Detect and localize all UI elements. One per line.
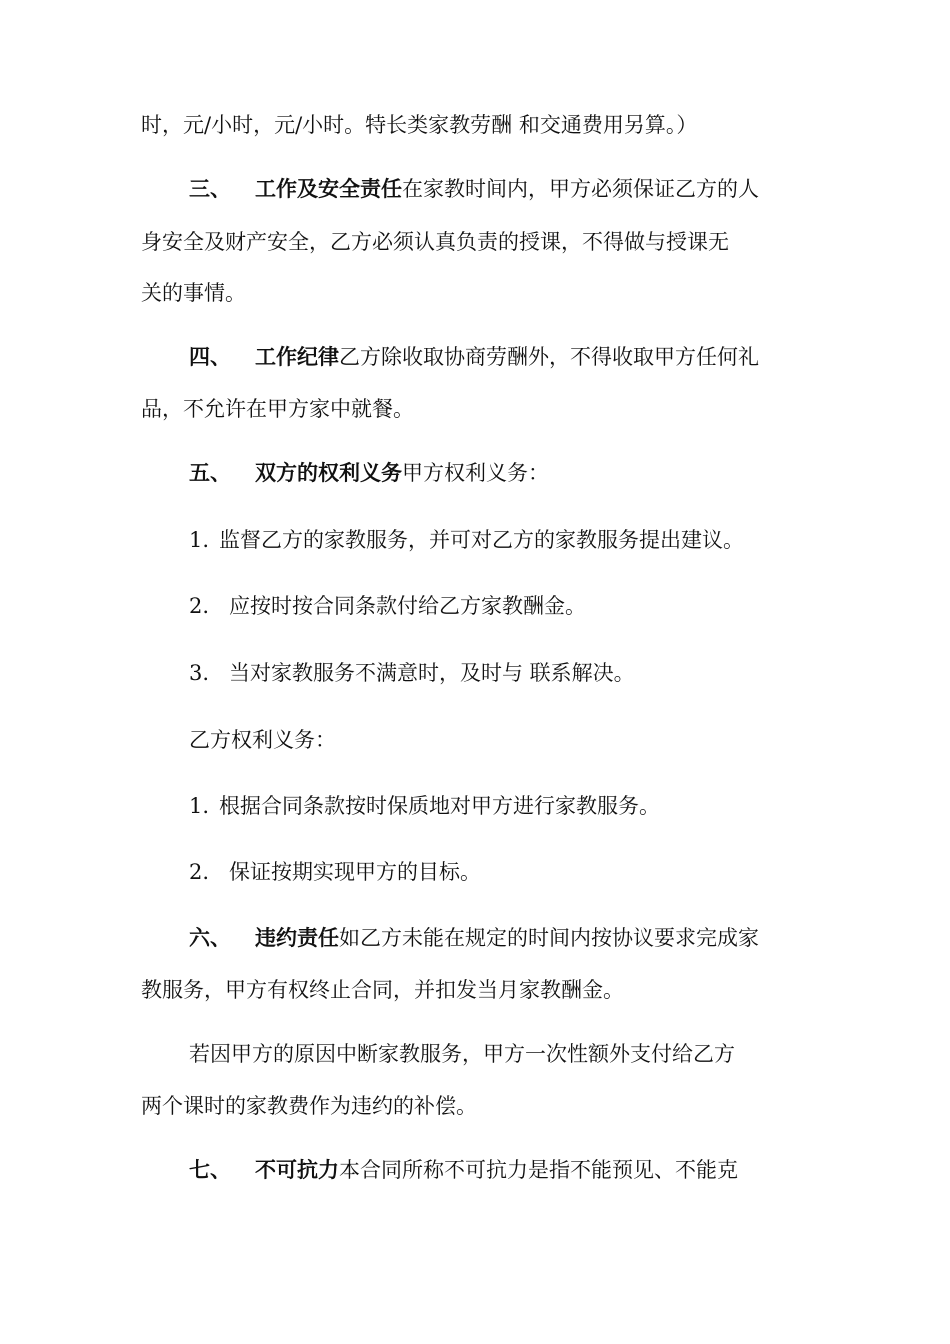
list-item: [189, 659, 821, 687]
section-text: 身安全及财产安全，乙方必须认真负责的授课，不得做与授课无: [141, 230, 729, 254]
list-item: [189, 526, 821, 554]
section-heading: 不可抗力: [255, 1157, 339, 1182]
paragraph-text: 两个课时的家教费作为违约的补偿。: [141, 1094, 477, 1118]
section-4-first-line: [189, 343, 821, 371]
section-6-line-2: [141, 976, 821, 1004]
paragraph-text: 时，元/小时，元/小时。特长类家教劳酬 和交通费用另算。）: [141, 113, 698, 137]
section-text: 教服务，甲方有权终止合同，并扣发当月家教酬金。: [141, 978, 624, 1002]
section-5-first-line: [189, 459, 821, 487]
list-item-text: 监督乙方的家教服务，并可对乙方的家教服务提出建议。: [219, 528, 744, 552]
sub-heading: [189, 726, 821, 754]
section-heading: 工作及安全责任: [255, 176, 402, 201]
section-text: 在家教时间内，甲方必须保证乙方的人: [402, 177, 759, 201]
section-text: 甲方权利义务：: [402, 461, 549, 485]
section-6-first-line: [189, 924, 821, 952]
section-text: 品，不允许在甲方家中就餐。: [141, 397, 414, 421]
list-item-text: 应按时按合同条款付给乙方家教酬金。: [229, 594, 586, 618]
section-3-line-2: [141, 228, 821, 256]
section-heading: 工作纪律: [255, 344, 339, 369]
section-number: 四、: [189, 344, 231, 369]
section-3-line-3: [141, 279, 821, 307]
list-item-number: 2.: [189, 594, 210, 618]
list-item-number: 1.: [189, 794, 210, 818]
paragraph-text: 若因甲方的原因中断家教服务，甲方一次性额外支付给乙方: [189, 1042, 735, 1066]
section-number: 六、: [189, 925, 231, 950]
section-number: 七、: [189, 1157, 231, 1182]
section-number: 三、: [189, 176, 231, 201]
section-heading: 违约责任: [255, 925, 339, 950]
paragraph-line: [141, 1092, 821, 1120]
section-text: 乙方除收取协商劳酬外，不得收取甲方任何礼: [339, 345, 759, 369]
list-item-number: 3.: [189, 661, 210, 685]
list-item-number: 1.: [189, 528, 210, 552]
list-item-number: 2.: [189, 860, 210, 884]
section-heading: 双方的权利义务: [255, 460, 402, 485]
list-item: [189, 858, 821, 886]
section-3-first-line: [189, 175, 821, 203]
section-text: 本合同所称不可抗力是指不能预见、不能克: [339, 1158, 738, 1182]
section-4-line-2: [141, 395, 821, 423]
party-b-title: 乙方权利义务：: [189, 728, 336, 752]
section-text: 如乙方未能在规定的时间内按协议要求完成家: [339, 926, 759, 950]
list-item: [189, 592, 821, 620]
section-text: 关的事情。: [141, 281, 246, 305]
list-item: [189, 792, 821, 820]
paragraph-line: [189, 1040, 821, 1068]
paragraph-line: [141, 111, 821, 139]
list-item-text: 保证按期实现甲方的目标。: [229, 860, 481, 884]
section-7-first-line: [189, 1156, 821, 1184]
list-item-text: 当对家教服务不满意时，及时与 联系解决。: [229, 661, 635, 685]
section-number: 五、: [189, 460, 231, 485]
list-item-text: 根据合同条款按时保质地对甲方进行家教服务。: [219, 794, 660, 818]
